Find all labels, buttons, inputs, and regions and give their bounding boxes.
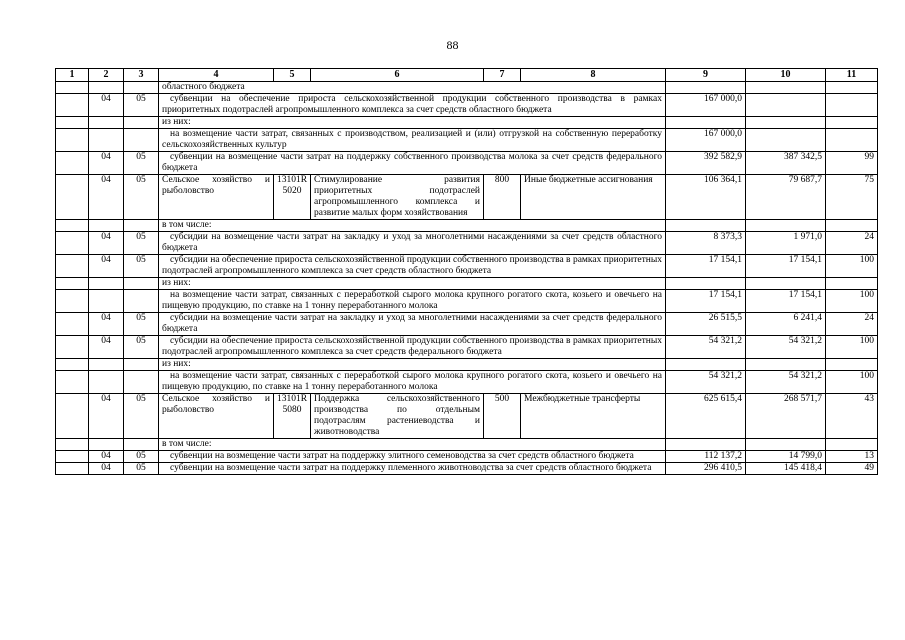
cell-col10 [746, 220, 826, 232]
cell-col1 [56, 152, 89, 175]
cell-col1 [56, 451, 89, 463]
target-article-code: 13101R 5080 [274, 394, 311, 439]
cell-col1 [56, 94, 89, 117]
subsection-code: 05 [124, 336, 159, 359]
column-header: 9 [666, 69, 746, 82]
planned-amount: 8 373,3 [666, 232, 746, 255]
planned-amount: 17 154,1 [666, 290, 746, 313]
section-name: Сельское хозяйство и рыболовство [159, 175, 274, 220]
subsection-code: 05 [124, 152, 159, 175]
executed-amount: 54 321,2 [746, 371, 826, 394]
execution-percent: 43 [826, 394, 878, 439]
row-description-text: субвенции на возмещение части затрат на поддержку элитного семеноводства за счет средств областного бюджета [170, 451, 634, 461]
cell-col10 [746, 82, 826, 94]
subsection-code: 05 [124, 313, 159, 336]
table-row [56, 451, 878, 463]
cell-col9 [666, 439, 746, 451]
cell-col10 [746, 359, 826, 371]
table-row [56, 220, 878, 232]
cell-col1 [56, 255, 89, 278]
page-number: 88 [446, 38, 459, 52]
execution-percent [826, 94, 878, 117]
cell-col2 [89, 220, 124, 232]
cell-col2 [89, 278, 124, 290]
execution-percent: 99 [826, 152, 878, 175]
row-description-text: на возмещение части затрат, связанных с переработкой сырого молока крупного рогатого скота, козьего и овечьего на пищевую продукцию, по ставке на 1 тонну переработанного молока [162, 290, 662, 311]
cell-col1 [56, 82, 89, 94]
executed-amount: 14 799,0 [746, 451, 826, 463]
cell-col3 [124, 117, 159, 129]
table-row [56, 129, 878, 152]
table-row [56, 336, 878, 359]
table-row [56, 463, 878, 475]
execution-percent: 49 [826, 463, 878, 475]
section-code [89, 290, 124, 313]
planned-amount: 54 321,2 [666, 336, 746, 359]
planned-amount: 54 321,2 [666, 371, 746, 394]
execution-percent: 24 [826, 232, 878, 255]
row-description [159, 336, 666, 359]
row-description-text: субвенции на обеспечение прироста сельскохозяйственной продукции собственного производства в рамках приоритетных подотраслей агропромышленного комплекса за счет средств областного бюджета [162, 94, 662, 115]
table-row [56, 232, 878, 255]
subsection-code: 05 [124, 175, 159, 220]
cell-col3 [124, 82, 159, 94]
cell-col3 [124, 359, 159, 371]
cell-col1 [56, 394, 89, 439]
planned-amount: 106 364,1 [666, 175, 746, 220]
row-description [159, 94, 666, 117]
row-continuation-text: областного бюджета [159, 82, 666, 94]
table-row [56, 175, 878, 220]
row-description [159, 152, 666, 175]
executed-amount [746, 129, 826, 152]
execution-percent: 13 [826, 451, 878, 463]
section-code: 04 [89, 94, 124, 117]
cell-col2 [89, 439, 124, 451]
cell-col11 [826, 82, 878, 94]
execution-percent: 100 [826, 336, 878, 359]
row-label: из них: [159, 359, 666, 371]
row-description-text: субсидии на обеспечение прироста сельскохозяйственной продукции собственного производства в рамках приоритетных подотраслей агропромышленного комплекса за счет средств федерального бюджета [162, 336, 662, 357]
row-description-text: субвенции на возмещение части затрат на поддержку собственного производства молока за счет средств федерального бюджета [162, 152, 662, 173]
row-description [159, 451, 666, 463]
column-header: 5 [274, 69, 311, 82]
planned-amount: 167 000,0 [666, 129, 746, 152]
planned-amount: 112 137,2 [666, 451, 746, 463]
cell-col3 [124, 439, 159, 451]
section-code [89, 371, 124, 394]
row-label: в том числе: [159, 220, 666, 232]
column-header: 4 [159, 69, 274, 82]
column-header: 11 [826, 69, 878, 82]
cell-col1 [56, 371, 89, 394]
target-article-code: 13101R 5020 [274, 175, 311, 220]
row-label: из них: [159, 278, 666, 290]
cell-col1 [56, 359, 89, 371]
executed-amount: 145 418,4 [746, 463, 826, 475]
subsection-code: 05 [124, 94, 159, 117]
cell-col11 [826, 117, 878, 129]
row-description [159, 290, 666, 313]
executed-amount: 6 241,4 [746, 313, 826, 336]
row-description-text: субсидии на возмещение части затрат на закладку и уход за многолетними насаждениями за счет средств федерального бюджета [162, 313, 662, 334]
cell-col11 [826, 439, 878, 451]
expense-type-name: Иные бюджетные ассигнования [521, 175, 666, 220]
cell-col11 [826, 220, 878, 232]
section-code: 04 [89, 175, 124, 220]
executed-amount: 268 571,7 [746, 394, 826, 439]
cell-col1 [56, 175, 89, 220]
cell-col1 [56, 232, 89, 255]
row-description [159, 255, 666, 278]
cell-col9 [666, 117, 746, 129]
cell-col1 [56, 278, 89, 290]
section-code [89, 129, 124, 152]
expense-type-name: Межбюджетные трансферты [521, 394, 666, 439]
cell-col9 [666, 220, 746, 232]
table-row [56, 278, 878, 290]
planned-amount: 392 582,9 [666, 152, 746, 175]
planned-amount: 625 615,4 [666, 394, 746, 439]
execution-percent: 100 [826, 255, 878, 278]
column-header: 7 [484, 69, 521, 82]
planned-amount: 26 515,5 [666, 313, 746, 336]
row-description [159, 129, 666, 152]
cell-col9 [666, 278, 746, 290]
section-code: 04 [89, 336, 124, 359]
row-label: из них: [159, 117, 666, 129]
section-code: 04 [89, 152, 124, 175]
row-description-text: субсидии на возмещение части затрат на закладку и уход за многолетними насаждениями за счет средств областного бюджета [162, 232, 662, 253]
executed-amount: 79 687,7 [746, 175, 826, 220]
subsection-code: 05 [124, 451, 159, 463]
column-header: 10 [746, 69, 826, 82]
cell-col1 [56, 463, 89, 475]
table-row [56, 359, 878, 371]
table-body [56, 82, 878, 475]
cell-col10 [746, 278, 826, 290]
section-code: 04 [89, 394, 124, 439]
section-code: 04 [89, 463, 124, 475]
column-header: 1 [56, 69, 89, 82]
section-name: Сельское хозяйство и рыболовство [159, 394, 274, 439]
cell-col1 [56, 336, 89, 359]
table-row [56, 255, 878, 278]
cell-col1 [56, 117, 89, 129]
row-description [159, 371, 666, 394]
column-header: 8 [521, 69, 666, 82]
subsection-code: 05 [124, 394, 159, 439]
cell-col3 [124, 220, 159, 232]
executed-amount: 17 154,1 [746, 290, 826, 313]
table-header-row [56, 69, 878, 82]
cell-col1 [56, 220, 89, 232]
row-description [159, 313, 666, 336]
cell-col11 [826, 278, 878, 290]
cell-col2 [89, 359, 124, 371]
table-row [56, 117, 878, 129]
executed-amount: 387 342,5 [746, 152, 826, 175]
column-header: 6 [311, 69, 484, 82]
executed-amount: 1 971,0 [746, 232, 826, 255]
section-code: 04 [89, 313, 124, 336]
cell-col9 [666, 359, 746, 371]
cell-col9 [666, 82, 746, 94]
row-description [159, 463, 666, 475]
row-description-text: субсидии на обеспечение прироста сельскохозяйственной продукции собственного производства в рамках приоритетных подотраслей агропромышленного комплекса за счет средств областного бюджета [162, 255, 662, 276]
execution-percent: 100 [826, 290, 878, 313]
table-row [56, 439, 878, 451]
cell-col10 [746, 439, 826, 451]
target-article-name: Стимулирование развития приоритетных подотраслей агропромышленного комплекса и развитие малых форм хозяйствования [311, 175, 484, 220]
subsection-code: 05 [124, 255, 159, 278]
section-code: 04 [89, 451, 124, 463]
execution-percent: 24 [826, 313, 878, 336]
row-description-text: субвенции на возмещение части затрат на поддержку племенного животноводства за счет средств областного бюджета [170, 463, 652, 473]
column-header: 2 [89, 69, 124, 82]
budget-table [55, 68, 878, 475]
cell-col10 [746, 117, 826, 129]
cell-col2 [89, 82, 124, 94]
planned-amount: 17 154,1 [666, 255, 746, 278]
section-code: 04 [89, 232, 124, 255]
table-row [56, 152, 878, 175]
row-description [159, 232, 666, 255]
execution-percent: 75 [826, 175, 878, 220]
expense-type-code: 800 [484, 175, 521, 220]
section-code: 04 [89, 255, 124, 278]
row-description-text: на возмещение части затрат, связанных с переработкой сырого молока крупного рогатого скота, козьего и овечьего на пищевую продукцию, по ставке на 1 тонну переработанного молока [162, 371, 662, 392]
table-row [56, 371, 878, 394]
executed-amount [746, 94, 826, 117]
execution-percent [826, 129, 878, 152]
cell-col1 [56, 439, 89, 451]
table-row [56, 82, 878, 94]
column-header: 3 [124, 69, 159, 82]
subsection-code [124, 129, 159, 152]
expense-type-code: 500 [484, 394, 521, 439]
row-label: в том числе: [159, 439, 666, 451]
subsection-code: 05 [124, 232, 159, 255]
executed-amount: 54 321,2 [746, 336, 826, 359]
table-row [56, 94, 878, 117]
cell-col1 [56, 313, 89, 336]
cell-col11 [826, 359, 878, 371]
planned-amount: 167 000,0 [666, 94, 746, 117]
target-article-name: Поддержка сельскохозяйственного производства по отдельным подотраслям растениеводства и животноводства [311, 394, 484, 439]
cell-col3 [124, 278, 159, 290]
subsection-code [124, 371, 159, 394]
subsection-code: 05 [124, 463, 159, 475]
cell-col1 [56, 129, 89, 152]
cell-col2 [89, 117, 124, 129]
table-row [56, 290, 878, 313]
execution-percent: 100 [826, 371, 878, 394]
table-row [56, 313, 878, 336]
table-row [56, 394, 878, 439]
executed-amount: 17 154,1 [746, 255, 826, 278]
planned-amount: 296 410,5 [666, 463, 746, 475]
row-description-text: на возмещение части затрат, связанных с производством, реализацией и (или) отгрузкой на собственную переработку сельскохозяйственных культур [162, 129, 662, 150]
subsection-code [124, 290, 159, 313]
cell-col1 [56, 290, 89, 313]
